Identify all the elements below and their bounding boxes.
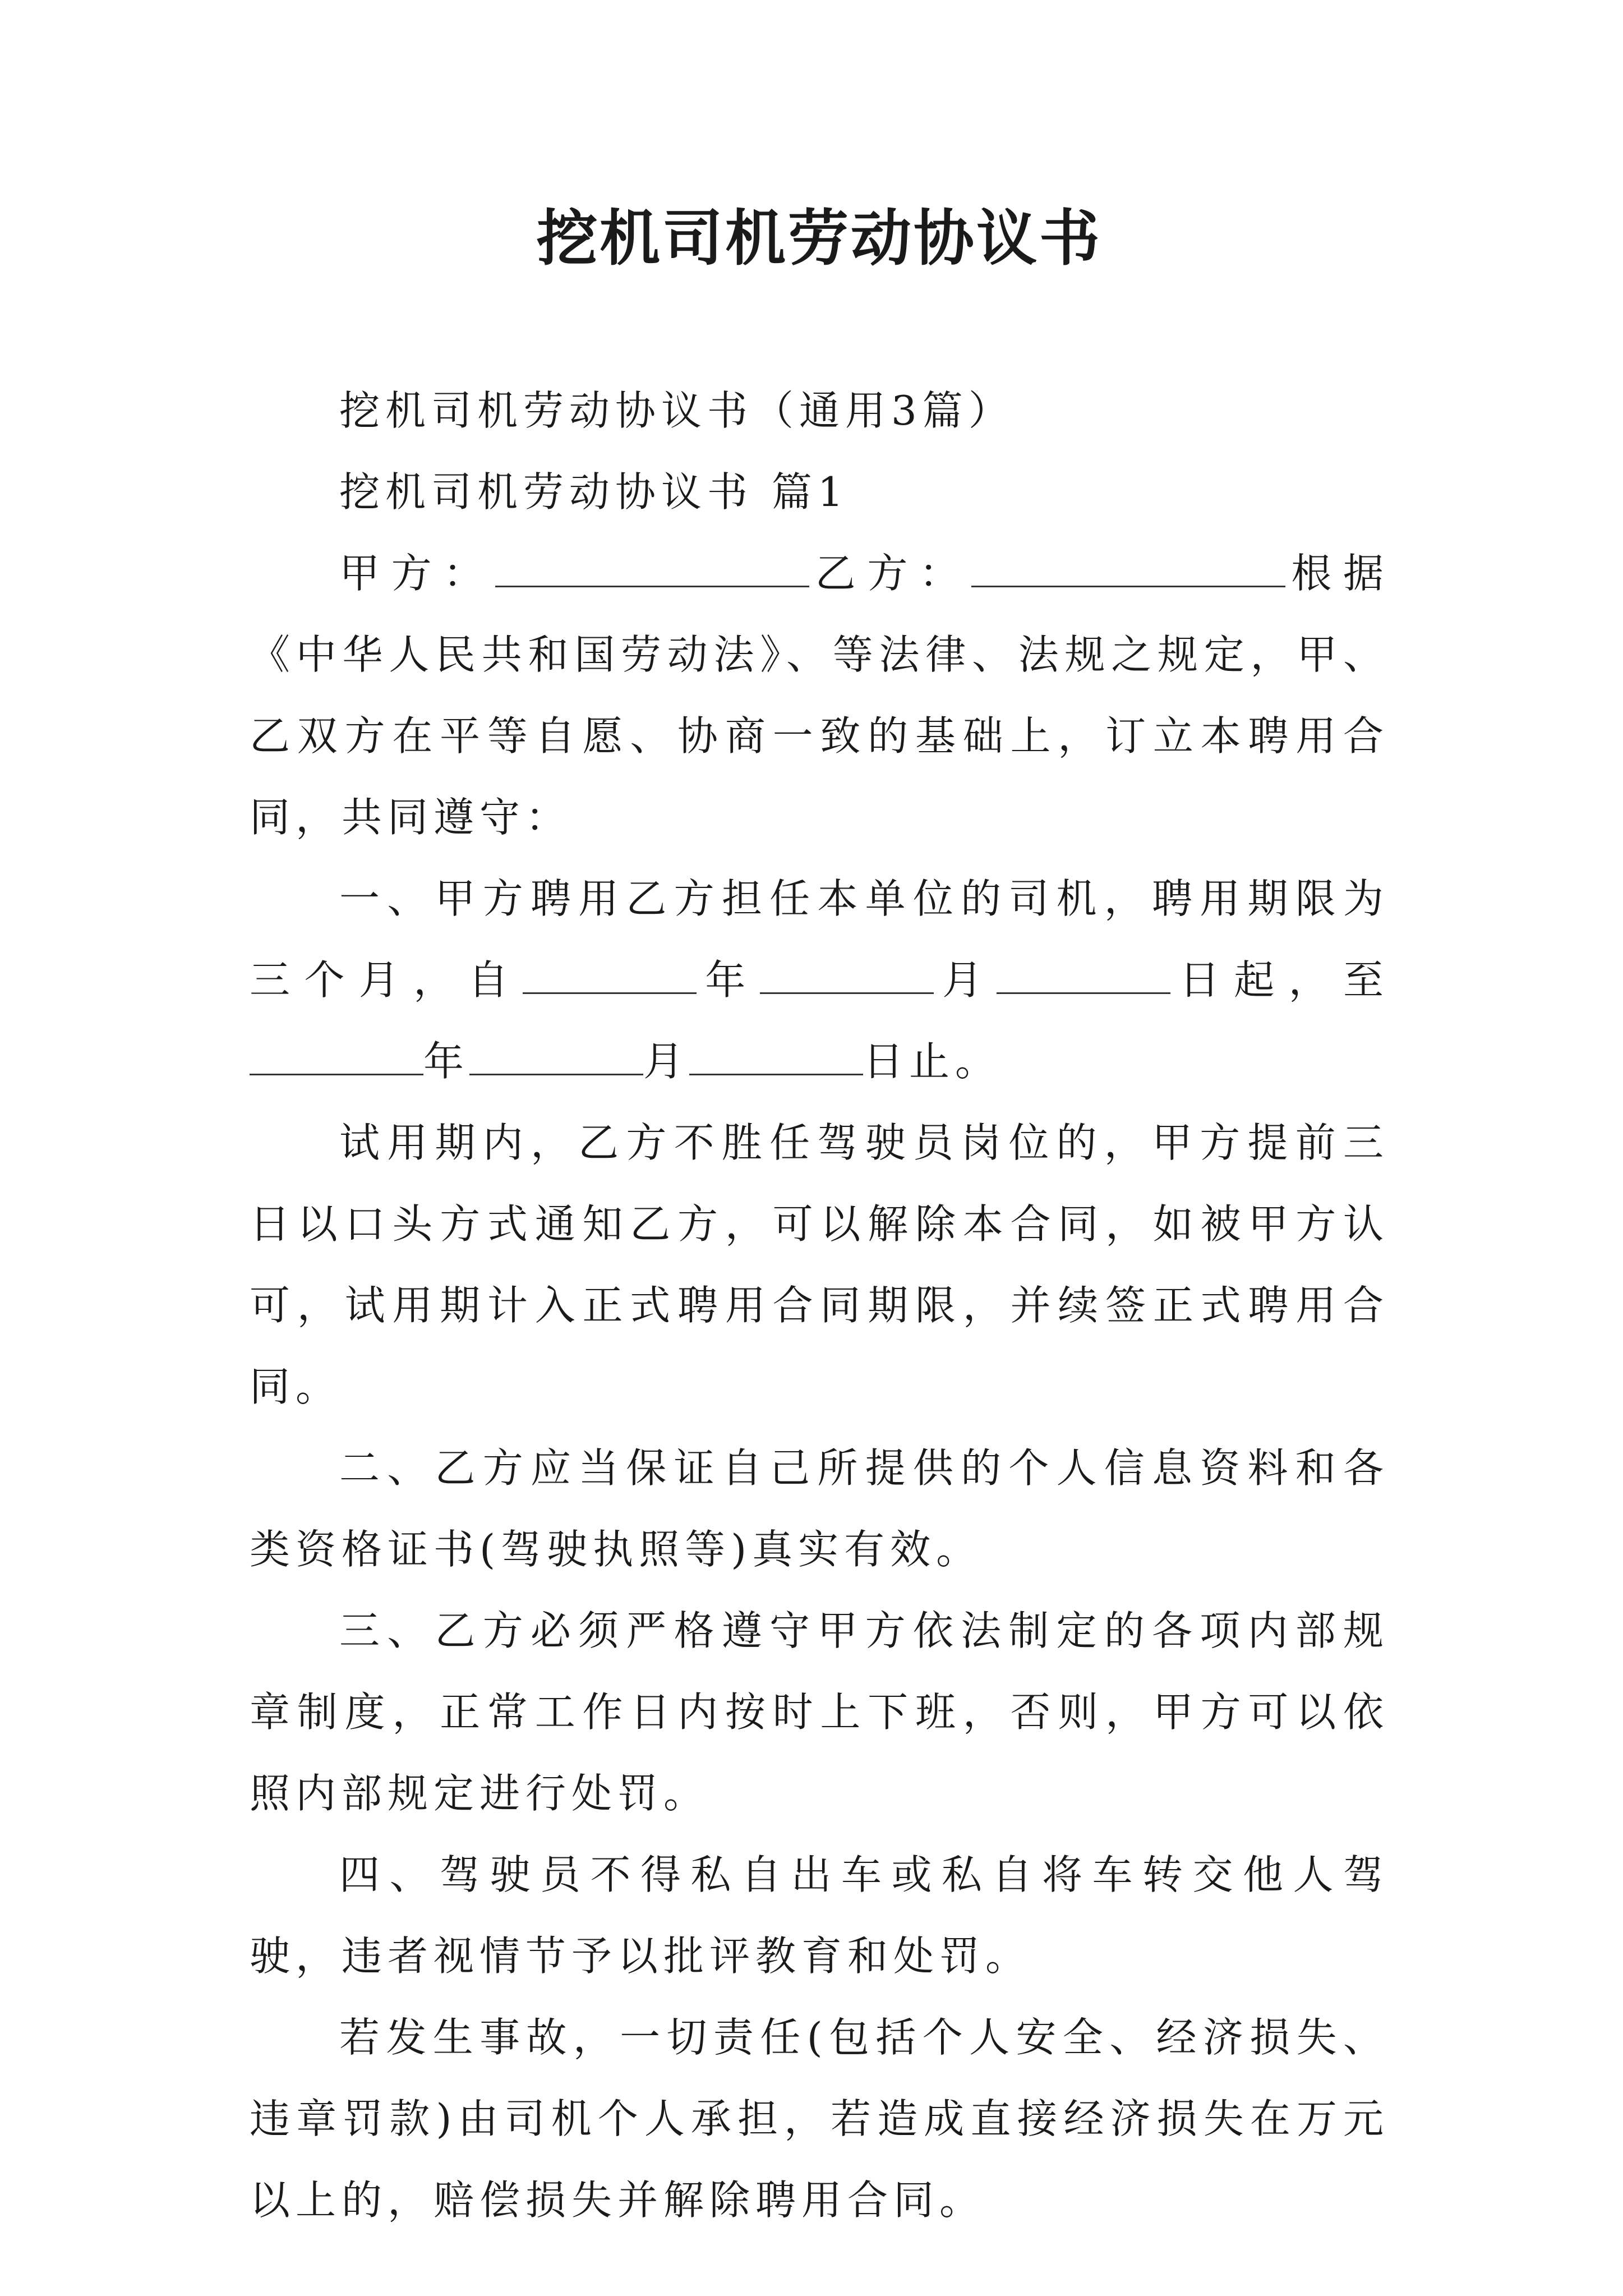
clause-3-paragraph: 三、乙方必须严格遵守甲方依法制定的各项内部规章制度，正常工作日内按时上下班，否则，甲方可以依照内部规定进行处罚。 bbox=[250, 1607, 1389, 1817]
start-year-blank bbox=[523, 947, 697, 994]
party-b-blank bbox=[971, 541, 1285, 587]
end-year-label: 年 bbox=[423, 1038, 470, 1085]
year-label: 年 bbox=[696, 956, 760, 1004]
month-label: 月 bbox=[933, 956, 997, 1004]
clause-1-paragraph bbox=[250, 858, 1389, 1102]
party-a-label: 甲方： bbox=[339, 550, 495, 597]
start-day-blank bbox=[997, 947, 1170, 994]
from-suffix: 日起，至 bbox=[1170, 956, 1389, 1004]
subtitle: 挖机司机劳动协议书（通用3篇） bbox=[339, 387, 1015, 434]
end-day-blank bbox=[689, 1029, 863, 1075]
accident-paragraph: 若发生事故，一切责任(包括个人安全、经济损失、违章罚款)由司机个人承担，若造成直接经济损失在万元以上的，赔偿损失并解除聘用合同。 bbox=[250, 2014, 1389, 2224]
preamble-text: 根据《中华人民共和国劳动法》、等法律、法规之规定，甲、乙双方在平等自愿、协商一致的基础上，订立本聘用合同，共同遵守： bbox=[250, 550, 1389, 841]
document-title: 挖机司机劳动协议书 bbox=[536, 203, 1102, 274]
end-year-blank bbox=[250, 1029, 423, 1075]
start-month-blank bbox=[760, 947, 934, 994]
party-b-label: 乙方： bbox=[809, 550, 971, 597]
end-month-label: 月 bbox=[643, 1038, 690, 1085]
end-suffix: 日止。 bbox=[863, 1038, 1002, 1085]
end-month-blank bbox=[469, 1029, 643, 1075]
probation-paragraph: 试用期内，乙方不胜任驾驶员岗位的，甲方提前三日以口头方式通知乙方，可以解除本合同，如被甲方认可，试用期计入正式聘用合同期限，并续签正式聘用合同。 bbox=[250, 1119, 1389, 1410]
clause-2-paragraph: 二、乙方应当保证自己所提供的个人信息资料和各类资格证书(驾驶执照等)真实有效。 bbox=[250, 1444, 1389, 1573]
clause-1-text: 一、甲方聘用乙方担任本单位的司机，聘用期限为三个月，自 bbox=[250, 875, 1389, 1004]
party-a-blank bbox=[495, 541, 809, 587]
document-body bbox=[250, 370, 1389, 2241]
clause-4-paragraph: 四、驾驶员不得私自出车或私自将车转交他人驾驶，违者视情节予以批评教育和处罚。 bbox=[250, 1851, 1389, 1980]
section-heading: 挖机司机劳动协议书 篇1 bbox=[339, 468, 849, 516]
parties-paragraph bbox=[250, 533, 1389, 858]
